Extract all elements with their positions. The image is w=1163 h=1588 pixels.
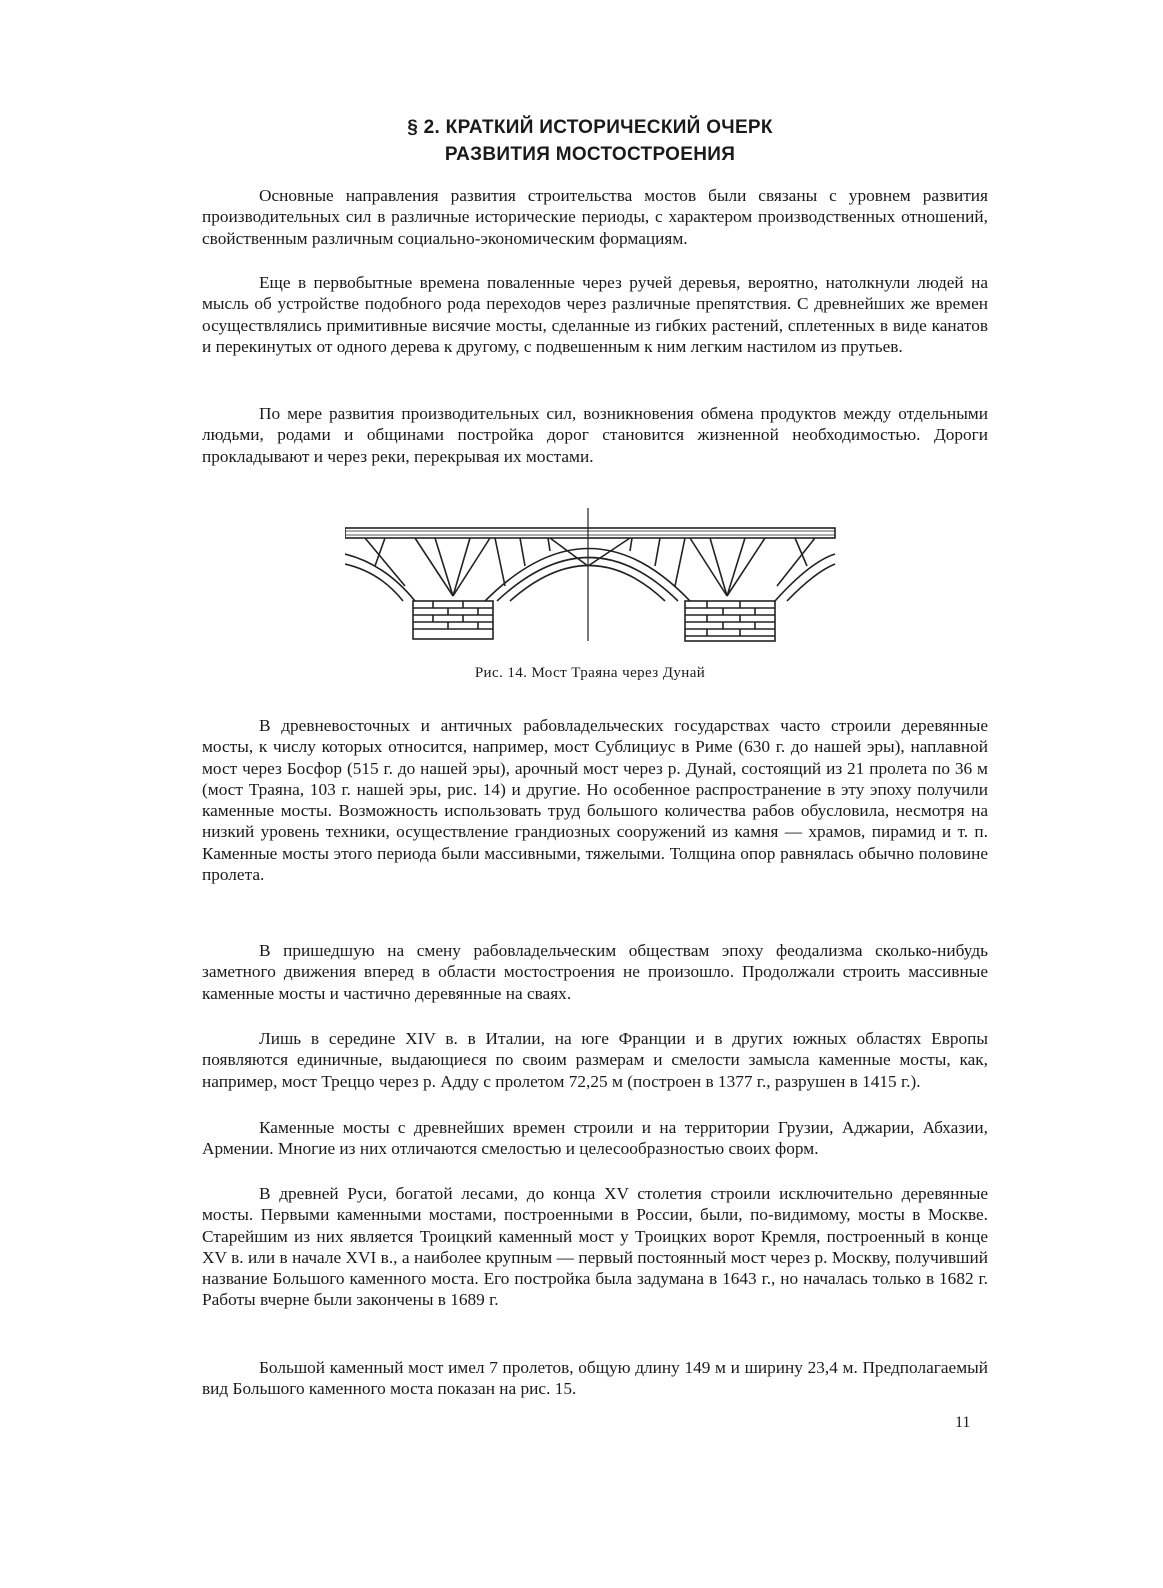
paragraph-6: Лишь в середине XIV в. в Италии, на юге Франции и в других южных областях Европы появляются единичные, выдающиеся по своим размерам и смелости замысла каменные мосты, как, например, мост Треццо через р. Адду с пролетом 72,25 м (построен в 1377 г., разрушен в 1415 г.).	[202, 1029, 988, 1091]
paragraph-4: В древневосточных и античных рабовладельческих государствах часто строили деревянные мосты, к числу которых относится, например, мост Сублициус в Риме (630 г. до нашей эры), наплавной мост через Босфор (515 г. до нашей эры), арочный мост через р. Дунай, состоящий из 21 пролета по 36 м (мост Траяна, 103 г. нашей эры, рис. 14) и другие. Но особенное распространение в эту эпоху получили каменные мосты. Возможность использовать труд большого количества рабов обусловила, несмотря на низкий уровень техники, осуществление грандиозных сооружений из камня — храмов, пирамид и т. п. Каменные мосты этого периода были массивными, тяжелыми. Толщина опор равнялась обычно половине пролета.	[202, 716, 988, 885]
paragraph-3: По мере развития производительных сил, возникновения обмена продуктов между отдельными людьми, родами и общинами постройка дорог становится жизненной необходимостью. Дороги прокладывают и через реки, перекрывая их мостами.	[202, 404, 988, 466]
section-title-line-1: § 2. КРАТКИЙ ИСТОРИЧЕСКИЙ ОЧЕРК	[407, 117, 773, 138]
paragraph-8: В древней Руси, богатой лесами, до конца XV столетия строили исключительно деревянные мосты. Первыми каменными мостами, построенными в России, были, по-видимому, мосты в Москве. Старейшим из них является Троицкий каменный мост у Троицких ворот Кремля, построенный в конце XV в. или в начале XVI в., а наиболее крупным — первый постоянный мост через р. Москву, получивший название Большого каменного моста. Его постройка была задумана в 1643 г., но началась только в 1682 г. Работы вчерне были закончены в 1689 г.	[202, 1184, 988, 1310]
trajan-bridge-drawing	[345, 506, 865, 656]
arch-rib	[345, 554, 415, 601]
figure-caption: Рис. 14. Мост Траяна через Дунай	[474, 665, 706, 681]
section-title-line-2: РАЗВИТИЯ МОСТОСТРОЕНИЯ	[444, 144, 736, 165]
arch-rib	[345, 564, 403, 601]
paragraph-2: Еще в первобытные времена поваленные через ручей деревья, вероятно, натолкнули людей на мысль об устройстве подобного рода переходов через различные препятствия. С древнейших же времен осуществлялись примитивные висячие мосты, сделанные из гибких растений, сплетенных в виде канатов и перекинутых от одного дерева к другому, с подвешенным к ним легким настилом из прутьев.	[202, 273, 988, 356]
paragraph-7: Каменные мосты с древнейших времен строили и на территории Грузии, Аджарии, Абхазии, Армении. Многие из них отличаются смелостью и целесообразностью своих форм.	[202, 1118, 988, 1159]
stone-pier-left	[413, 601, 493, 639]
paragraph-5: В пришедшую на смену рабовладельческим обществам эпоху феодализма сколько-нибудь заметного движения вперед в области мостостроения не произошло. Продолжали строить массивные каменные мосты и частично деревянные на сваях.	[202, 941, 988, 1003]
paragraph-9: Большой каменный мост имел 7 пролетов, общую длину 149 м и ширину 23,4 м. Предполагаемый вид Большого каменного моста показан на рис. 15.	[202, 1358, 988, 1399]
paragraph-1: Основные направления развития строительства мостов были связаны с уровнем развития производительных сил в различные исторические периоды, с характером производственных отношений, свойственным различным социально-экономическим формациям.	[202, 186, 988, 248]
stone-pier-right	[685, 601, 775, 641]
page-number: 11	[955, 1414, 971, 1431]
bridge-deck	[345, 528, 835, 538]
arch-rib	[787, 564, 835, 601]
